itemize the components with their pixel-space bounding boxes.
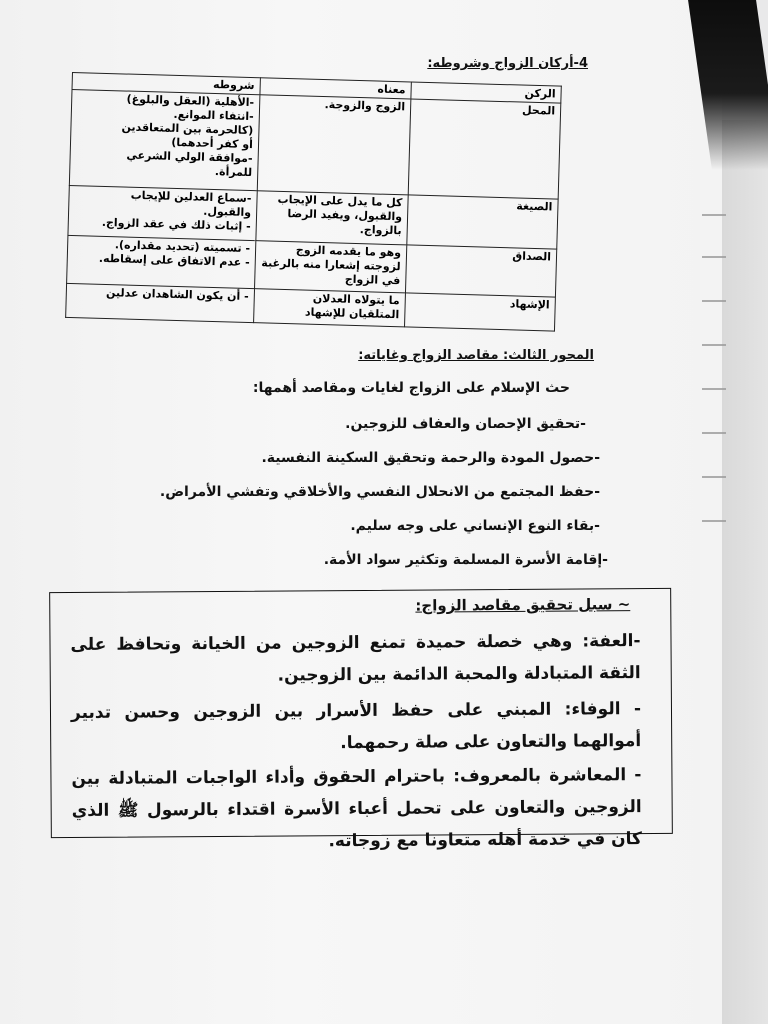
- ruled-line-mark: [702, 256, 726, 258]
- axis-three-intro: حث الإسلام على الزواج لغايات ومقاصد أهمها:: [252, 380, 570, 396]
- ruled-line-mark: [702, 214, 726, 216]
- meaning-cell: كل ما يدل على الإيجاب والقبول، ويفيد الرضا بالزواج.: [256, 191, 408, 245]
- ruled-line-mark: [702, 344, 726, 346]
- condition-line: - أن يكون الشاهدان عدلين: [105, 286, 249, 304]
- condition-line: للمرأة.: [214, 165, 253, 180]
- condition-line: - إثبات ذلك في عقد الزواج.: [101, 215, 251, 234]
- condition-line: - تسميته (تحديد مقداره).: [114, 238, 251, 256]
- pillar-cell: الصداق: [405, 245, 556, 297]
- header-meaning: معناه: [260, 78, 411, 99]
- means-paragraph-loyalty: - الوفاء: المبني على حفظ الأسرار بين الزوجين وحسن تدبير أموالهما والتعاون على صلة رحمهما.: [70, 699, 642, 754]
- ruled-line-mark: [702, 476, 726, 478]
- means-paragraph-chastity: -العفة: وهي خصلة حميدة تمنع الزوجين من الخيانة وتحافظ على الثقة المتبادلة والمحبة الدائمة بين الزوجين.: [70, 631, 641, 686]
- ruled-line-mark: [702, 520, 726, 522]
- goal-item: -إقامة الأسرة المسلمة وتكثير سواد الأمة.: [323, 552, 608, 568]
- conditions-cell: [68, 185, 257, 240]
- conditions-cell: [66, 283, 255, 322]
- condition-line: والقبول.: [203, 204, 252, 220]
- goal-item: -حصول المودة والرحمة وتحقيق السكينة النفسية.: [261, 450, 600, 466]
- means-box: [49, 588, 673, 852]
- conditions-cell: [69, 90, 259, 191]
- pillar-cell: الصيغة: [407, 195, 558, 249]
- goal-item: -حفظ المجتمع من الانحلال النفسي والأخلاقي وتفشي الأمراض.: [159, 484, 600, 500]
- goal-item: -تحقيق الإحصان والعفاف للزوجين.: [345, 416, 586, 432]
- meaning-cell: وهو ما يقدمه الزوج لزوجته إشعارا منه بالرغبة في الزواج: [254, 241, 406, 293]
- section-title: 4-أركان الزواج وشروطه:: [427, 56, 588, 71]
- background-surface: [722, 120, 768, 1024]
- pillar-cell: المحل: [408, 99, 561, 199]
- meaning-cell: الزوج والزوجة.: [257, 95, 411, 195]
- ruled-line-mark: [702, 300, 726, 302]
- condition-line: -موافقة الولي الشرعي: [126, 148, 253, 166]
- meaning-cell: ما يتولاه العدلان المتلقيان للإشهاد: [253, 289, 405, 327]
- condition-line: -سماع العدلين للإيجاب: [130, 188, 252, 206]
- table-row: [69, 90, 560, 200]
- header-pillar: الركن: [411, 82, 561, 103]
- condition-line: -الأهلية (العقل والبلوغ): [126, 92, 255, 110]
- condition-line: أو كفر أحدهما): [171, 135, 254, 152]
- axis-three-title: المحور الثالث: مقاصد الزواج وغاياته:: [358, 348, 594, 363]
- means-paragraph-good-conduct: - المعاشرة بالمعروف: باحترام الحقوق وأداء الواجبات المتبادلة بين الزوجين والتعاون على تحمل أعباء الأسرة اقتداء بالرسول ﷺ الذي كان في خدمة أهله متعاونا مع زوجاته.: [71, 765, 642, 852]
- pillar-cell: الإشهاد: [404, 293, 555, 331]
- goal-item: -بقاء النوع الإنساني على وجه سليم.: [350, 518, 600, 534]
- ruled-line-mark: [702, 432, 726, 434]
- condition-line: - عدم الاتفاق على إسقاطه.: [98, 251, 250, 270]
- condition-line: (كالحرمة بين المتعاقدين: [121, 120, 254, 138]
- means-title: ~ سبل تحقيق مقاصد الزواج:: [415, 595, 631, 615]
- ruled-line-mark: [702, 388, 726, 390]
- conditions-cell: [67, 235, 256, 288]
- condition-line: -انتفاء الموانع.: [173, 107, 254, 124]
- pillars-table: [65, 72, 562, 332]
- header-conditions: شروطه: [72, 73, 260, 95]
